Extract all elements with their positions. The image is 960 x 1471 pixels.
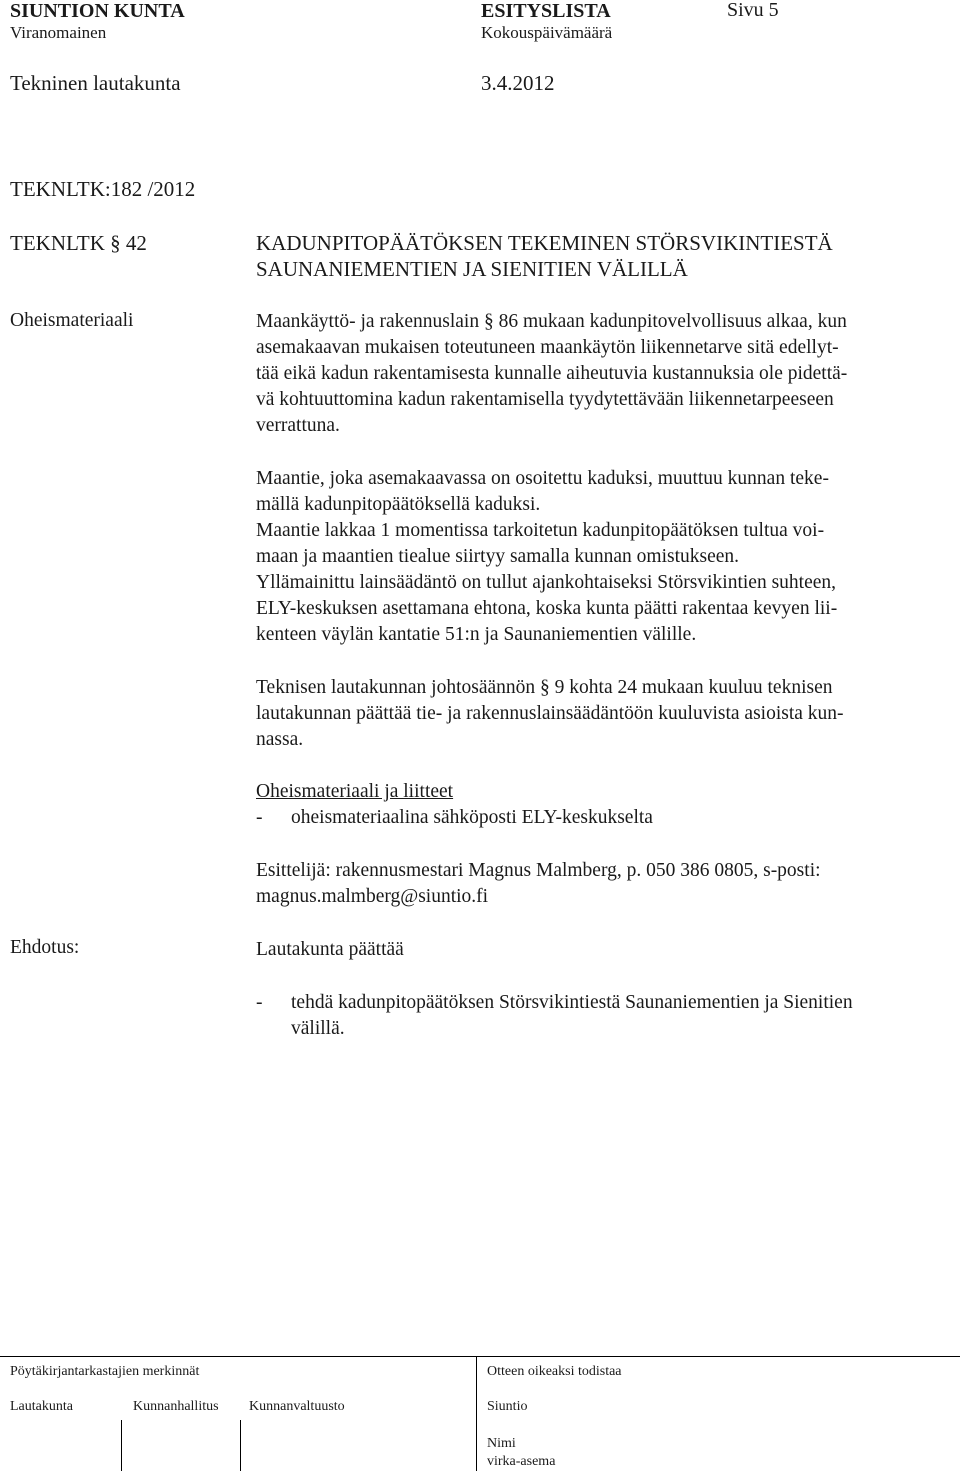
decision-item-line-2: välillä. — [291, 1018, 345, 1039]
presenter-email: magnus.malmberg@siuntio.fi — [256, 886, 489, 907]
paragraph-1 — [256, 309, 956, 439]
footer-position-label: virka-asema — [487, 1454, 556, 1469]
paragraph-line: Yllämainittu lainsäädäntö on tullut ajankohtaiseksi Störsvikintien suhteen, — [256, 572, 837, 593]
paragraph-line: ELY-keskuksen asettamana ehtona, koska kunta päätti rakentaa kevyen lii- — [256, 598, 838, 619]
proposal-label: Ehdotus: — [10, 937, 80, 958]
side-label-attachment: Oheismateriaali — [10, 310, 134, 331]
footer-col-board: Lautakunta — [10, 1399, 73, 1414]
attachments-heading: Oheismateriaali ja liitteet — [256, 781, 454, 802]
footer-divider — [0, 1356, 960, 1357]
footer-place: Siuntio — [487, 1399, 528, 1414]
paragraph-line: verrattuna. — [256, 415, 340, 436]
meeting-date: 3.4.2012 — [481, 71, 555, 95]
paragraph-line: nassa. — [256, 729, 304, 750]
paragraph-line: vä kohtuuttomina kadun rakentamisella tyydytettävään liikennetarpeeseen — [256, 389, 834, 410]
certified-label: Otteen oikeaksi todistaa — [487, 1364, 622, 1379]
paragraph-3 — [256, 675, 956, 753]
case-title-line-2: SAUNANIEMENTIEN JA SIENITIEN VÄLILLÄ — [256, 257, 688, 281]
paragraph-2 — [256, 466, 956, 648]
page-number: Sivu 5 — [727, 0, 779, 21]
paragraph-line: maan ja maantien tiealue siirtyy samalla kunnan omistukseen. — [256, 546, 740, 567]
paragraph-line: Maankäyttö- ja rakennuslain § 86 mukaan kadunpitovelvollisuus alkaa, kun — [256, 311, 847, 332]
board-name: Tekninen lautakunta — [10, 71, 181, 95]
paragraph-line: mällä kadunpitopäätöksellä kaduksi. — [256, 494, 541, 515]
presenter-line: Esittelijä: rakennusmestari Magnus Malmberg, p. 050 386 0805, s-posti: — [256, 860, 821, 881]
case-title-line-1: KADUNPITOPÄÄTÖKSEN TEKEMINEN STÖRSVIKINTIESTÄ — [256, 231, 833, 255]
authority-label: Viranomainen — [10, 23, 107, 42]
reviewers-label: Pöytäkirjantarkastajien merkinnät — [10, 1364, 200, 1379]
dash-bullet: - — [256, 992, 263, 1013]
municipality-name: SIUNTION KUNTA — [10, 0, 185, 22]
case-item-reference: TEKNLTK § 42 — [10, 231, 147, 255]
paragraph-line: asemakaavan mukaisen toteutuneen maankäytön liikennetarve sitä edellyt- — [256, 337, 839, 358]
footer-col-council: Kunnanvaltuusto — [249, 1399, 345, 1414]
footer-name-label: Nimi — [487, 1436, 516, 1451]
paragraph-line: Maantie lakkaa 1 momentissa tarkoitetun kadunpitopäätöksen tultua voi- — [256, 520, 825, 541]
attachment-item-text: oheismateriaalina sähköposti ELY-keskukselta — [291, 807, 653, 828]
case-reference: TEKNLTK:182 /2012 — [10, 177, 196, 201]
footer-column-divider — [476, 1356, 477, 1471]
paragraph-line: lautakunnan päättää tie- ja rakennuslainsäädäntöön kuuluvista asioista kun- — [256, 703, 844, 724]
paragraph-line: tää eikä kadun rakentamisesta kunnalle aiheutuvia kustannuksia ole pidettä- — [256, 363, 848, 384]
paragraph-line: Maantie, joka asemakaavassa on osoitettu kaduksi, muuttuu kunnan teke- — [256, 468, 829, 489]
paragraph-line: kenteen väylän kantatie 51:n ja Saunaniementien välille. — [256, 624, 697, 645]
document-type: ESITYSLISTA — [481, 0, 611, 22]
footer-sign-divider-2 — [240, 1420, 241, 1471]
presenter-info — [256, 858, 956, 910]
dash-bullet: - — [256, 807, 263, 828]
meeting-date-label: Kokouspäivämäärä — [481, 23, 613, 42]
footer-col-government: Kunnanhallitus — [133, 1399, 219, 1414]
decision-item-line-1: tehdä kadunpitopäätöksen Störsvikintiestä Saunaniementien ja Sienitien — [291, 992, 853, 1013]
footer-sign-divider-1 — [121, 1420, 122, 1471]
decision-heading: Lautakunta päättää — [256, 939, 404, 960]
paragraph-line: Teknisen lautakunnan johtosäännön § 9 kohta 24 mukaan kuuluu teknisen — [256, 677, 833, 698]
